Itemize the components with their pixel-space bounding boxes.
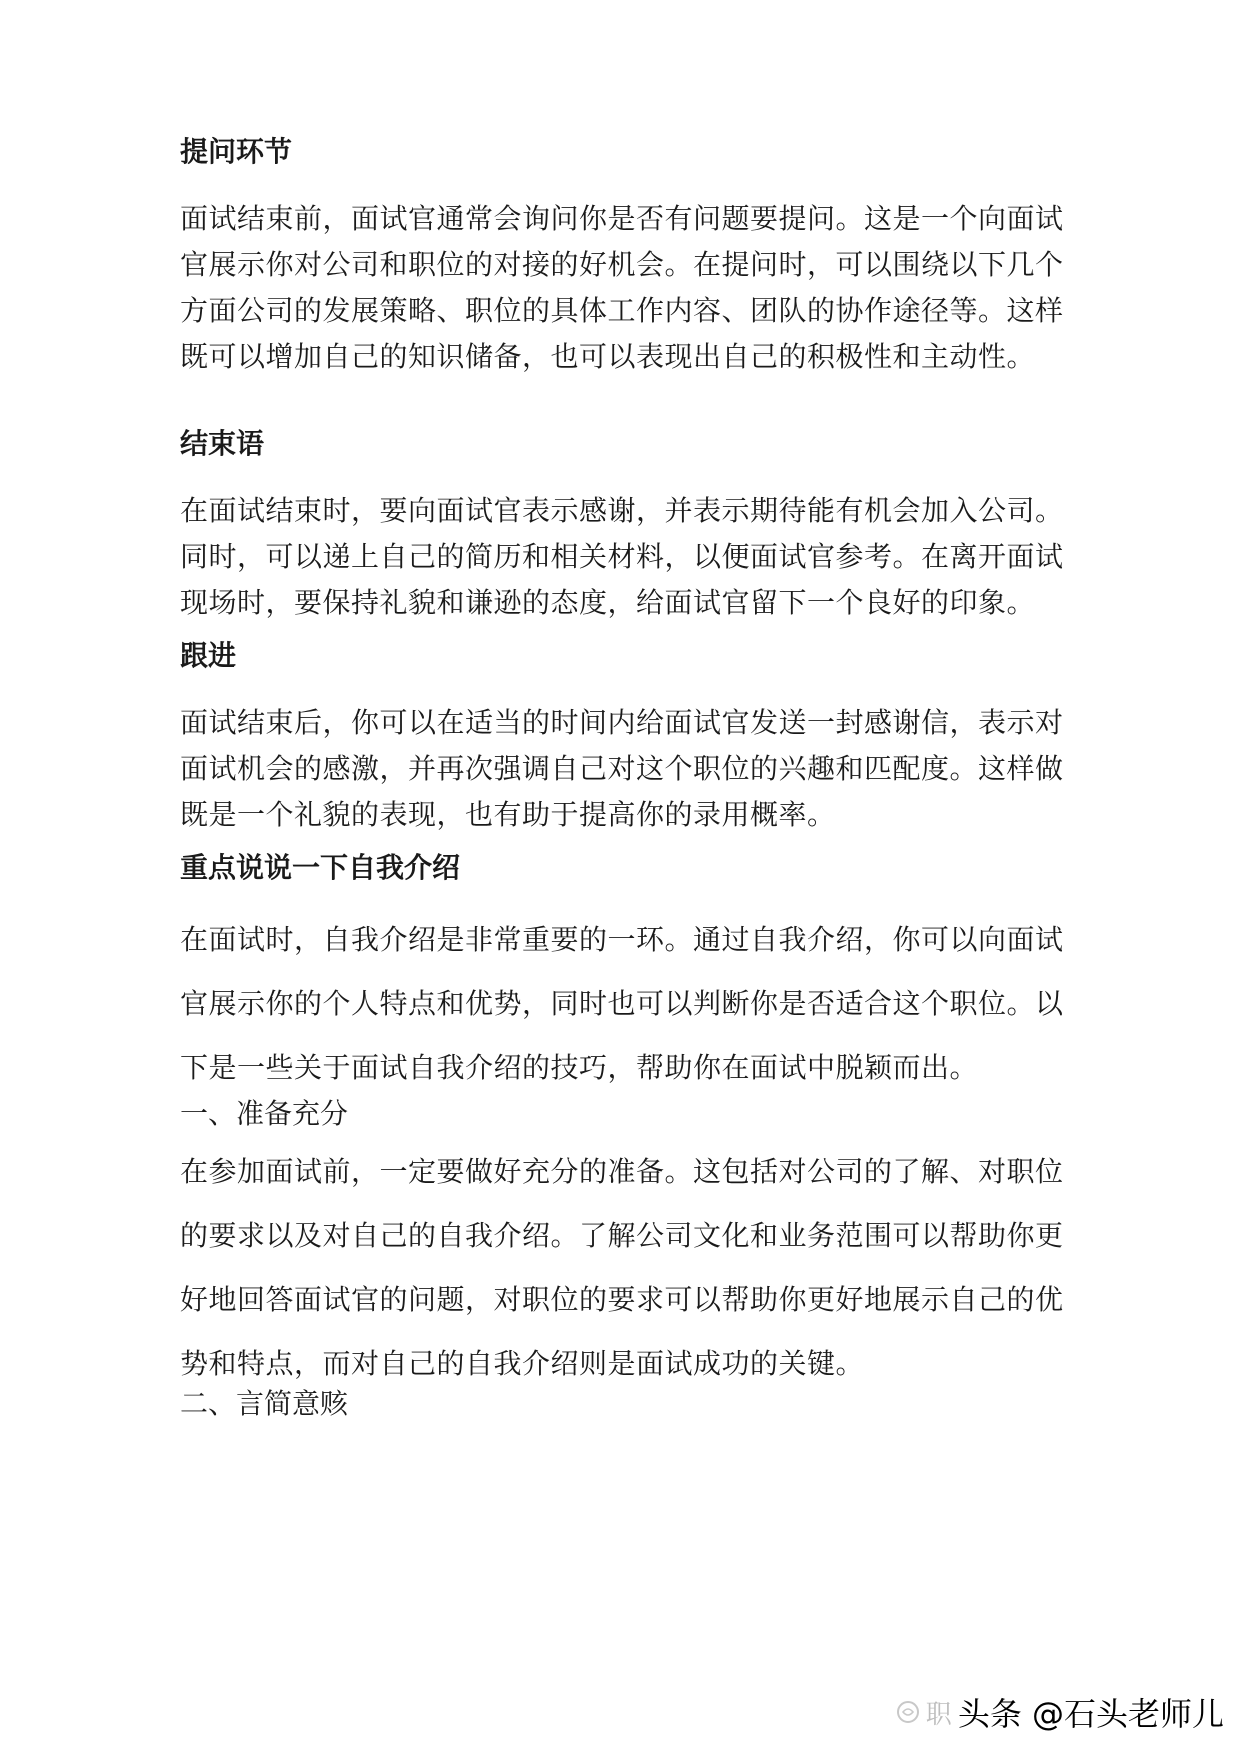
section-body-questions: 面试结束前，面试官通常会询问你是否有问题要提问。这是一个向面试官展示你对公司和职位的对接的好机会。在提问时，可以围绕以下几个方面公司的发展策略、职位的具体工作内容、团队的协作途径等。这样既可以增加自己的知识储备，也可以表现出自己的积极性和主动性。 [180,202,1064,373]
section-body-followup: 面试结束后，你可以在适当的时间内给面试官发送一封感谢信，表示对面试机会的感激，并再次强调自己对这个职位的兴趣和匹配度。这样做既是一个礼貌的表现，也有助于提高你的录用概率。 [180,706,1064,831]
point-title-prepare: 一、准备充分 [180,1097,349,1130]
point-body-prepare: 在参加面试前，一定要做好充分的准备。这包括对公司的了解、对职位的要求以及对自己的自我介绍。了解公司文化和业务范围可以帮助你更好地回答面试官的问题，对职位的要求可以帮助你更好地展示自己的优势和特点，而对自己的自我介绍则是面试成功的关键。 [180,1155,1064,1380]
watermark-faded-text: 职 [925,1699,952,1730]
section-title-questions: 提问环节 [180,135,293,168]
section-title-closing: 结束语 [180,427,265,460]
watermark [896,1689,1224,1735]
section-body-closing: 在面试结束时，要向面试官表示感谢，并表示期待能有机会加入公司。同时，可以递上自己的简历和相关材料，以便面试官参考。在离开面试现场时，要保持礼貌和谦逊的态度，给面试官留下一个良好的印象。 [180,494,1064,619]
section-title-followup: 跟进 [180,639,237,672]
toutiao-logo-icon [896,1700,920,1724]
section-title-self-intro: 重点说说一下自我介绍 [180,851,461,884]
watermark-author: 头条 @石头老师儿 [957,1695,1224,1733]
section-body-self-intro: 在面试时，自我介绍是非常重要的一环。通过自我介绍，你可以向面试官展示你的个人特点和优势，同时也可以判断你是否适合这个职位。以下是一些关于面试自我介绍的技巧，帮助你在面试中脱颖而出。 [180,923,1064,1084]
point-title-concise: 二、言简意赅 [180,1387,349,1420]
